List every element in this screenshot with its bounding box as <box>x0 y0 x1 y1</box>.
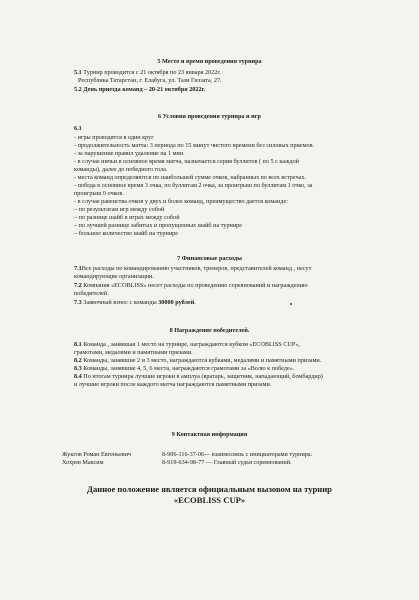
rule-line: - победа в основное время 3 очка, по буллитам 2 очка, за проигрыш по буллитам 1 очко, за <box>74 182 313 189</box>
contact-2-info: 8-919-634-98-77 — Главный судья соревнований. <box>162 459 292 466</box>
paragraph-8-2 <box>74 357 321 364</box>
contact-1-info: 8-906-116-37-06— взаимосвязь с инициаторами турнира. <box>162 451 313 458</box>
tiebreak-line: – по лучшей разнице забитых и пропущенных шайб на турнире <box>74 222 243 229</box>
section-9-title: 9 Контактная информация <box>171 431 248 438</box>
paragraph-7-1-line2: командирующие организации. <box>74 273 154 280</box>
paragraph-text: Компания «ECOBLISS» несет расходы по проведению соревнований и награждению <box>81 282 308 289</box>
rule-line: команды), далее до победного гола. <box>74 166 168 173</box>
paragraph-5-2 <box>74 86 205 93</box>
rule-line: - места команд определяются по наибольшей сумме очков, набранных во всех встречах. <box>74 174 306 181</box>
paragraph-8-1-line2: грамотами, медалями и памятными призами. <box>74 349 193 356</box>
paragraph-text: Команды, занявшие 2 и 3 место, награждаются кубками, медалями и памятными призами. <box>81 357 322 364</box>
scan-speck <box>290 303 292 305</box>
paragraph-number: 8.1 <box>74 341 82 348</box>
paragraph-8-3 <box>74 365 294 372</box>
paragraph-number: 5.2 <box>74 86 82 93</box>
rule-line: - в случае равенства очков у двух и более команд, преимущество дается команде: <box>74 198 288 205</box>
rule-line: - продолжительность матча: 3 периода по 15 минут чистого времени без силовых приемов. <box>74 142 315 149</box>
paragraph-number: 8.3 <box>74 365 82 372</box>
paragraph-text: Команда , занявшая 1 место на турнире, награждаются кубком «ECOBLISS CUP», <box>81 341 300 348</box>
paragraph-text: День приезда команд – 20-21 октября 2022г. <box>81 86 206 93</box>
paragraph-number: 8.2 <box>74 357 82 364</box>
official-call-line-1: Данное положение является официальным вызовом на турнир <box>87 484 332 494</box>
section-5-title: 5 Место и время проведения турнира <box>157 58 262 65</box>
paragraph-text: Все расходы по командированию участников, тренеров, представителей команд , несут <box>81 265 312 272</box>
paragraph-number: 8.4 <box>74 373 82 380</box>
contact-2-name: Хохрев Максим <box>62 459 104 466</box>
paragraph-end: . <box>194 299 196 306</box>
paragraph-6-1-number: 6.1 <box>74 125 82 132</box>
tiebreak-line: – большее количество шайб на турнире <box>74 230 178 237</box>
paragraph-text: Команды, занявшие 4, 5, 6 места, награждаются грамотами за «Волю к победе». <box>81 365 295 372</box>
paragraph-text: Турнир проводится с 21 октября по 23 января 2022г. <box>81 69 221 76</box>
tiebreak-line: – по результатам игр между собой <box>74 206 165 213</box>
rule-line: - за нарушение правил удаление на 1 мин. <box>74 150 185 157</box>
contact-1-name: Жукгов Роман Евгеньевич <box>62 451 132 458</box>
rule-line: - в случае ничьи в основное время матча, назначается серия буллитов ( по 5 с каждой <box>74 158 299 165</box>
paragraph-text: По итогам турнира лучшие игроки в амплуа (вратарь, защитник, нападающий, бомбардир) <box>81 373 323 380</box>
rule-line: проигрыш 0 очков. <box>74 190 124 197</box>
paragraph-text: Заявочный взнос с команды <box>81 299 159 306</box>
paragraph-number: 7.2 <box>74 282 82 289</box>
paragraph-number: 5.1 <box>74 69 82 76</box>
paragraph-7-2-line2: победителей. <box>74 290 109 297</box>
paragraph-number: 7.1 <box>74 265 82 272</box>
paragraph-8-4 <box>74 373 323 380</box>
paragraph-8-4-line2: и лучшие игроки после каждого матча награждаются памятными призами. <box>74 381 272 388</box>
paragraph-7-1 <box>74 265 311 272</box>
paragraph-5-1-line2: Республика Татарстан, г. Елабуга, ул. Тази Гиззата, 27. <box>78 77 222 84</box>
section-8-title: 8 Награждение победителей. <box>169 327 250 334</box>
section-7-title: 7 Финансовые расходы <box>177 255 242 262</box>
tiebreak-line: – по разнице шайб в играх между собой <box>74 214 180 221</box>
official-call-line-2: «ECOBLISS CUP» <box>173 495 246 505</box>
paragraph-8-1 <box>74 341 300 348</box>
section-6-title: 6 Условия проведения турнира и игр <box>158 113 261 120</box>
entry-fee-amount: 30000 рублей <box>158 299 195 306</box>
paragraph-5-1 <box>74 69 221 76</box>
rule-line: - игры проводятся в один круг <box>74 134 154 141</box>
paragraph-number: 7.3 <box>74 299 82 306</box>
paragraph-7-2 <box>74 282 308 289</box>
paragraph-7-3 <box>74 299 196 306</box>
